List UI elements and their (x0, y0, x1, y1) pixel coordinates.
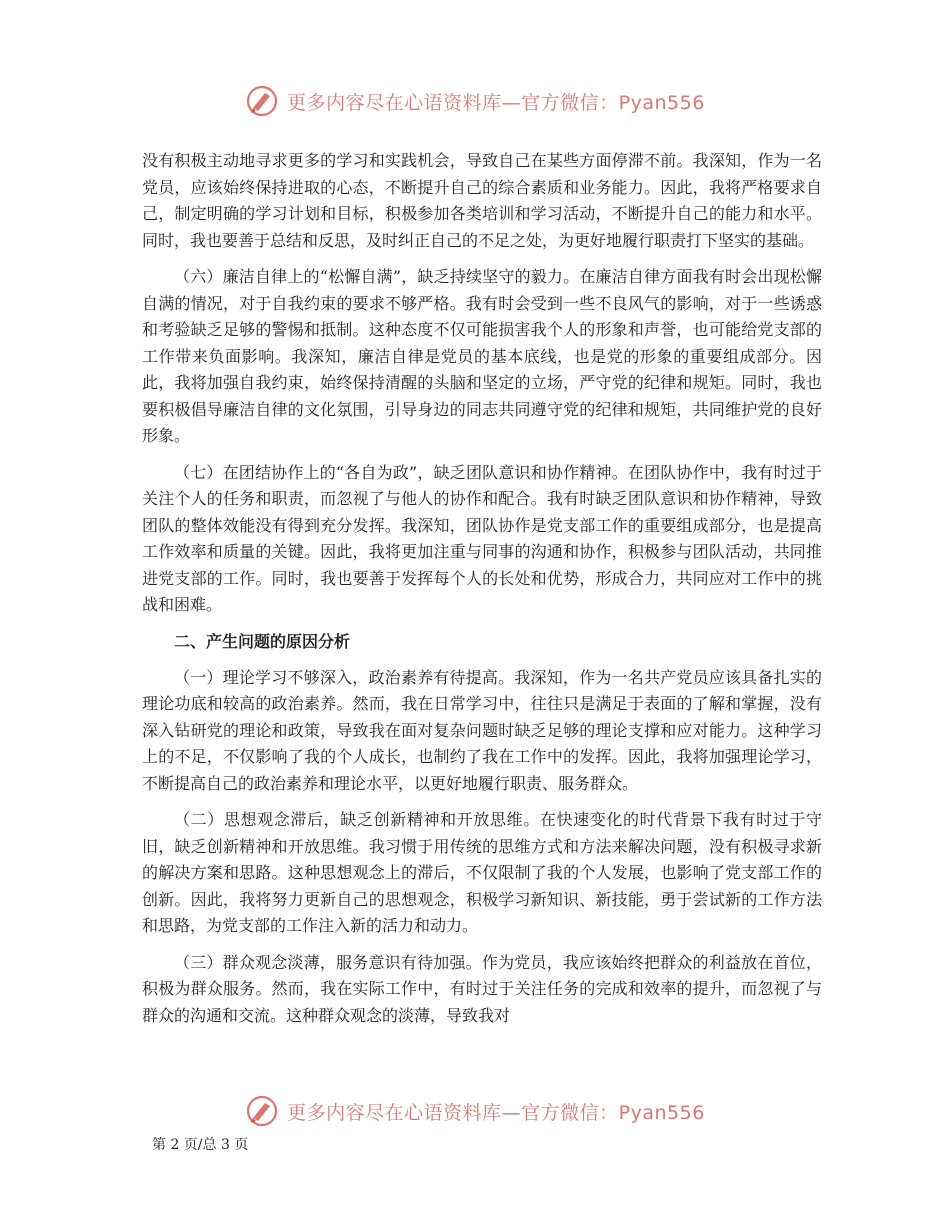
pen-nib-logo-icon (245, 1094, 279, 1128)
banner-text: 更多内容尽在心语资料库—官方微信：Pyan556 (287, 91, 705, 114)
paragraph: （二）思想观念滞后，缺乏创新精神和开放思维。在快速变化的时代背景下我有时过于守旧，缺乏创新精神和开放思维。我习惯于用传统的思维方式和方法来解决问题，没有积极寻求新的解决方案和思路。这种思想观念上的滞后，不仅限制了我的个人发展，也影响了党支部工作的创新。因此，我将努力更新自己的思想观念，积极学习新知识、新技能，勇于尝试新的工作方法和思路，为党支部的工作注入新的活力和动力。 (142, 810, 822, 935)
pen-nib-logo-icon (245, 84, 279, 118)
page-number: 第 2 页/总 3 页 (152, 1137, 249, 1153)
header-banner (0, 84, 950, 118)
footer-banner (0, 1094, 950, 1128)
banner-text: 更多内容尽在心语资料库—官方微信：Pyan556 (287, 1101, 705, 1124)
paragraph: （七）在团结协作上的“各自为政”，缺乏团队意识和协作精神。在团队协作中，我有时过于关注个人的任务和职责，而忽视了与他人的协作和配合。我有时缺乏团队意识和协作精神，导致团队的整体效能没有得到充分发挥。我深知，团队协作是党支部工作的重要组成部分，也是提高工作效率和质量的关键。因此，我将更加注重与同事的沟通和协作，积极参与团队活动，共同推进党支部的工作。同时，我也要善于发挥每个人的长处和优势，形成合力，共同应对工作中的挑战和困难。 (142, 462, 822, 614)
paragraph: 没有积极主动地寻求更多的学习和实践机会，导致自己在某些方面停滞不前。我深知，作为一名党员，应该始终保持进取的心态，不断提升自己的综合素质和业务能力。因此，我将严格要求自己，制定明确的学习计划和目标，积极参加各类培训和学习活动，不断提升自己的能力和水平。同时，我也要善于总结和反思，及时纠正自己的不足之处，为更好地履行职责打下坚实的基础。 (142, 151, 822, 250)
paragraph: （三）群众观念淡薄，服务意识有待加强。作为党员，我应该始终把群众的利益放在首位，积极为群众服务。然而，我在实际工作中，有时过于关注任务的完成和效率的提升，而忽视了与群众的沟通和交流。这种群众观念的淡薄，导致我对 (142, 952, 822, 1025)
paragraph: （六）廉洁自律上的“松懈自满”，缺乏持续坚守的毅力。在廉洁自律方面我有时会出现松懈自满的情况，对于自我约束的要求不够严格。我有时会受到一些不良风气的影响，对于一些诱惑和考验缺乏足够的警惕和抵制。这种态度不仅可能损害我个人的形象和声誉，也可能给党支部的工作带来负面影响。我深知，廉洁自律是党员的基本底线，也是党的形象的重要组成部分。因此，我将加强自我约束，始终保持清醒的头脑和坚定的立场，严守党的纪律和规矩。同时，我也要积极倡导廉洁自律的文化氛围，引导身边的同志共同遵守党的纪律和规矩，共同维护党的良好形象。 (142, 267, 822, 445)
paragraph: （一）理论学习不够深入，政治素养有待提高。我深知，作为一名共产党员应该具备扎实的理论功底和较高的政治素养。然而，我在日常学习中，往往只是满足于表面的了解和掌握，没有深入钻研党的理论和政策，导致我在面对复杂问题时缺乏足够的理论支撑和应对能力。这种学习上的不足，不仅影响了我的个人成长，也制约了我在工作中的发挥。因此，我将加强理论学习，不断提高自己的政治素养和理论水平，以更好地履行职责、服务群众。 (142, 667, 822, 793)
document-body (142, 148, 822, 1039)
section-heading: 二、产生问题的原因分析 (174, 631, 351, 651)
